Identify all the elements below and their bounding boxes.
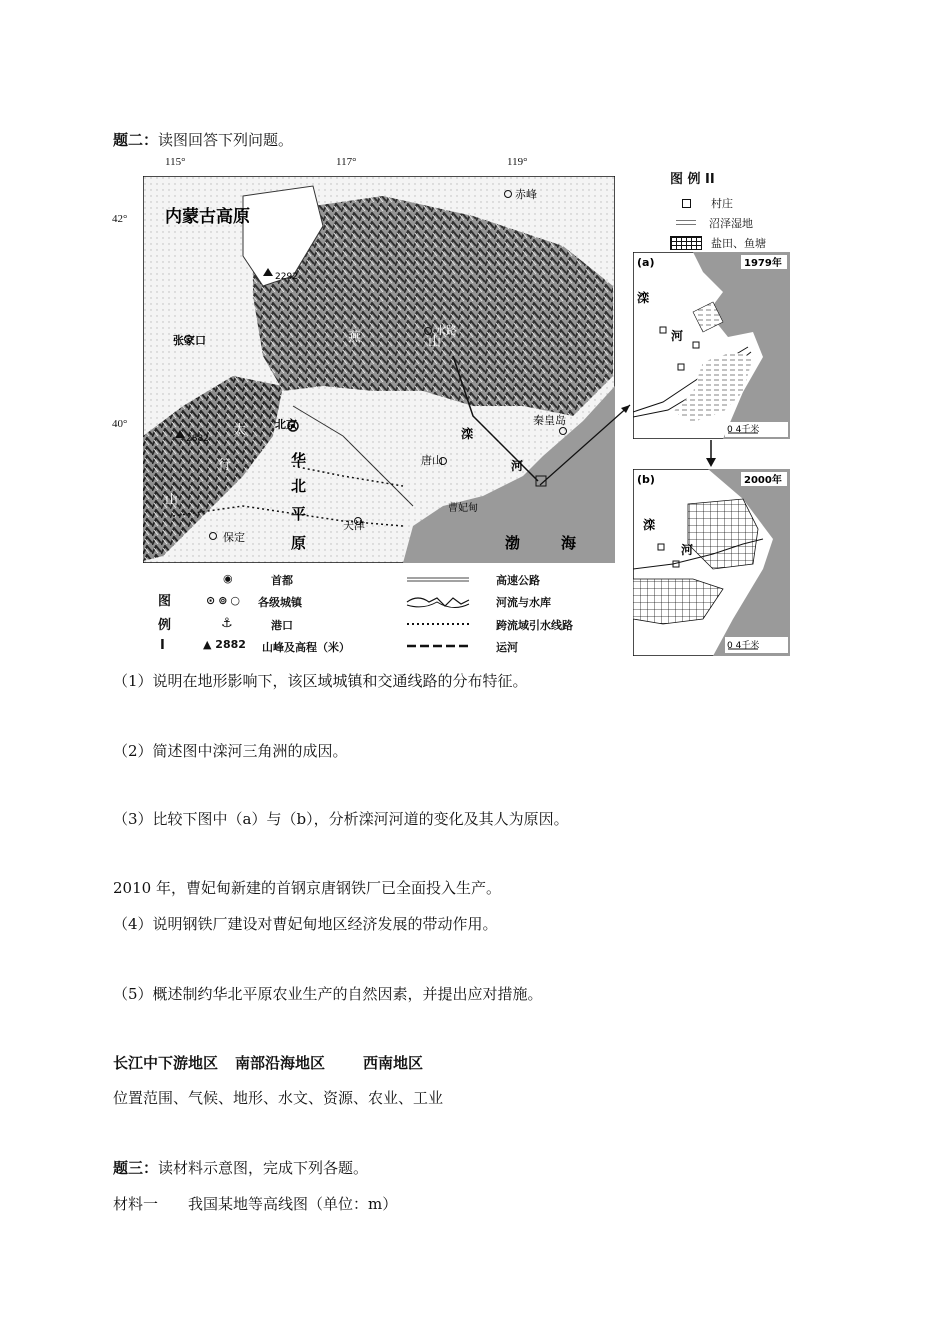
label-shan: 山: [428, 335, 442, 350]
latitude-label: 42°: [112, 213, 128, 225]
label-beijing: 北京: [275, 418, 297, 431]
label-he: 河: [511, 459, 524, 473]
label-shan2: 山: [165, 493, 179, 508]
label-peak-2292: 2292: [275, 272, 298, 282]
legend-i-label: 港口: [271, 619, 293, 632]
town-icon: ⊙⊚○: [206, 594, 244, 607]
inset-a-year: 1979年: [744, 258, 782, 269]
region-heading: 长江中下游地区: [113, 1054, 219, 1072]
legend-i-label: 跨流域引水线路: [496, 619, 573, 632]
context-sentence: 2010 年，曹妃甸新建的首钢京唐钢铁厂已全面投入生产。: [113, 879, 501, 897]
legend-i-label: 高速公路: [496, 574, 540, 587]
legend-ii-label: 村庄: [711, 197, 733, 210]
label-yan: 燕: [348, 330, 362, 345]
inset-2000: [633, 469, 790, 656]
label-caofeidian: 曹妃甸: [448, 503, 478, 514]
question-item: （4）说明钢铁厂建设对曹妃甸地区经济发展的带动作用。: [113, 915, 498, 933]
question-3-heading: [113, 1157, 368, 1178]
inset-b-scale: 0 4千米: [727, 641, 760, 651]
label-yuan: 原: [291, 534, 307, 552]
terrain-map: [143, 176, 615, 563]
inset-b-year: 2000年: [744, 475, 782, 486]
label-luan: 滦: [461, 427, 474, 441]
legend-ii-label: 沼泽湿地: [709, 217, 753, 230]
legend-i-char: I: [160, 638, 165, 653]
salt-pan-icon: [670, 236, 702, 250]
legend-ii: [668, 168, 798, 251]
material-line: [113, 1193, 397, 1214]
legend-ii-item: [668, 215, 798, 231]
region-heading: 南部沿海地区: [235, 1054, 326, 1072]
label-shuilu: 水路: [435, 324, 457, 337]
inset-a-he: 河: [671, 329, 684, 343]
anchor-icon: ⚓: [221, 616, 233, 631]
label-ping: 平: [291, 505, 307, 523]
label-peak-2882: 2882: [186, 434, 209, 444]
region-topics: 位置范围、气候、地形、水文、资源、农业、工业: [113, 1089, 444, 1107]
region-headings: [113, 1052, 423, 1073]
inset-connector: [535, 395, 645, 495]
region-heading: 西南地区: [363, 1054, 424, 1072]
capital-icon: ◉: [223, 572, 233, 585]
question-item: （5）概述制约华北平原农业生产的自然因素，并提出应对措施。: [113, 985, 543, 1003]
question-2-heading: [113, 129, 293, 150]
inset-arrow: [705, 440, 717, 468]
inset-b-he: 河: [681, 543, 694, 557]
label-inner-mongolia: 内蒙古高原: [165, 207, 250, 227]
inset-a-luan: 滦: [637, 291, 650, 305]
question-2-instruction: 读图回答下列问题。: [158, 131, 294, 149]
inset-1979: [633, 252, 790, 439]
question-3-number: 题三：: [113, 1159, 159, 1177]
question-item: （1）说明在地形影响下，该区域城镇和交通线路的分布特征。: [113, 672, 528, 690]
peak-icon: ▲ 2882: [203, 638, 246, 651]
legend-line-symbols: [403, 572, 473, 658]
legend-i-label: 山峰及高程（米）: [262, 641, 350, 654]
label-zhangjiakou: 张家口: [173, 334, 206, 347]
label-baoding: 保定: [223, 531, 245, 544]
longitude-label: 115°: [165, 156, 186, 168]
legend-i: [158, 570, 598, 660]
label-chifeng: 赤峰: [515, 188, 537, 201]
longitude-label: 119°: [507, 156, 528, 168]
label-bei: 北: [291, 477, 307, 495]
question-3-instruction: 读材料示意图，完成下列各题。: [158, 1159, 369, 1177]
label-tai: 太: [233, 423, 247, 438]
inset-b-luan: 滦: [643, 518, 656, 532]
label-bo: 渤: [505, 534, 521, 552]
village-icon: [682, 199, 691, 208]
inset-b-tag: (b): [637, 473, 655, 486]
question-item: （3）比较下图中（a）与（b），分析滦河河道的变化及其人为原因。: [113, 810, 569, 828]
legend-i-char: 例: [158, 618, 172, 633]
legend-i-label: 首都: [271, 574, 293, 587]
material-description: 我国某地等高线图（单位：m）: [188, 1195, 398, 1213]
legend-ii-label: 盐田、鱼塘: [711, 237, 766, 250]
legend-ii-title: 图 例 II: [670, 172, 715, 187]
label-hua: 华: [291, 451, 307, 469]
material-label: 材料一: [113, 1195, 159, 1213]
label-qinhuangdao: 秦皇岛: [533, 414, 566, 427]
legend-i-char: 图: [158, 594, 172, 609]
question-item: （2）简述图中滦河三角洲的成因。: [113, 742, 348, 760]
label-tianjin: 天津: [343, 519, 365, 532]
label-hang: 行: [218, 458, 232, 473]
legend-i-label: 河流与水库: [496, 596, 551, 609]
inset-a-scale: 0 4千米: [727, 425, 760, 435]
label-hai: 海: [561, 534, 577, 552]
wetland-icon: [676, 218, 696, 228]
label-tangshan: 唐山: [421, 454, 443, 467]
longitude-label: 117°: [336, 156, 357, 168]
question-2-number: 题二：: [113, 131, 159, 149]
legend-ii-item: [668, 235, 798, 251]
latitude-label: 40°: [112, 418, 128, 430]
legend-ii-item: [668, 195, 798, 211]
inset-a-tag: (a): [637, 256, 655, 269]
legend-i-label: 各级城镇: [258, 596, 302, 609]
legend-i-label: 运河: [496, 641, 518, 654]
